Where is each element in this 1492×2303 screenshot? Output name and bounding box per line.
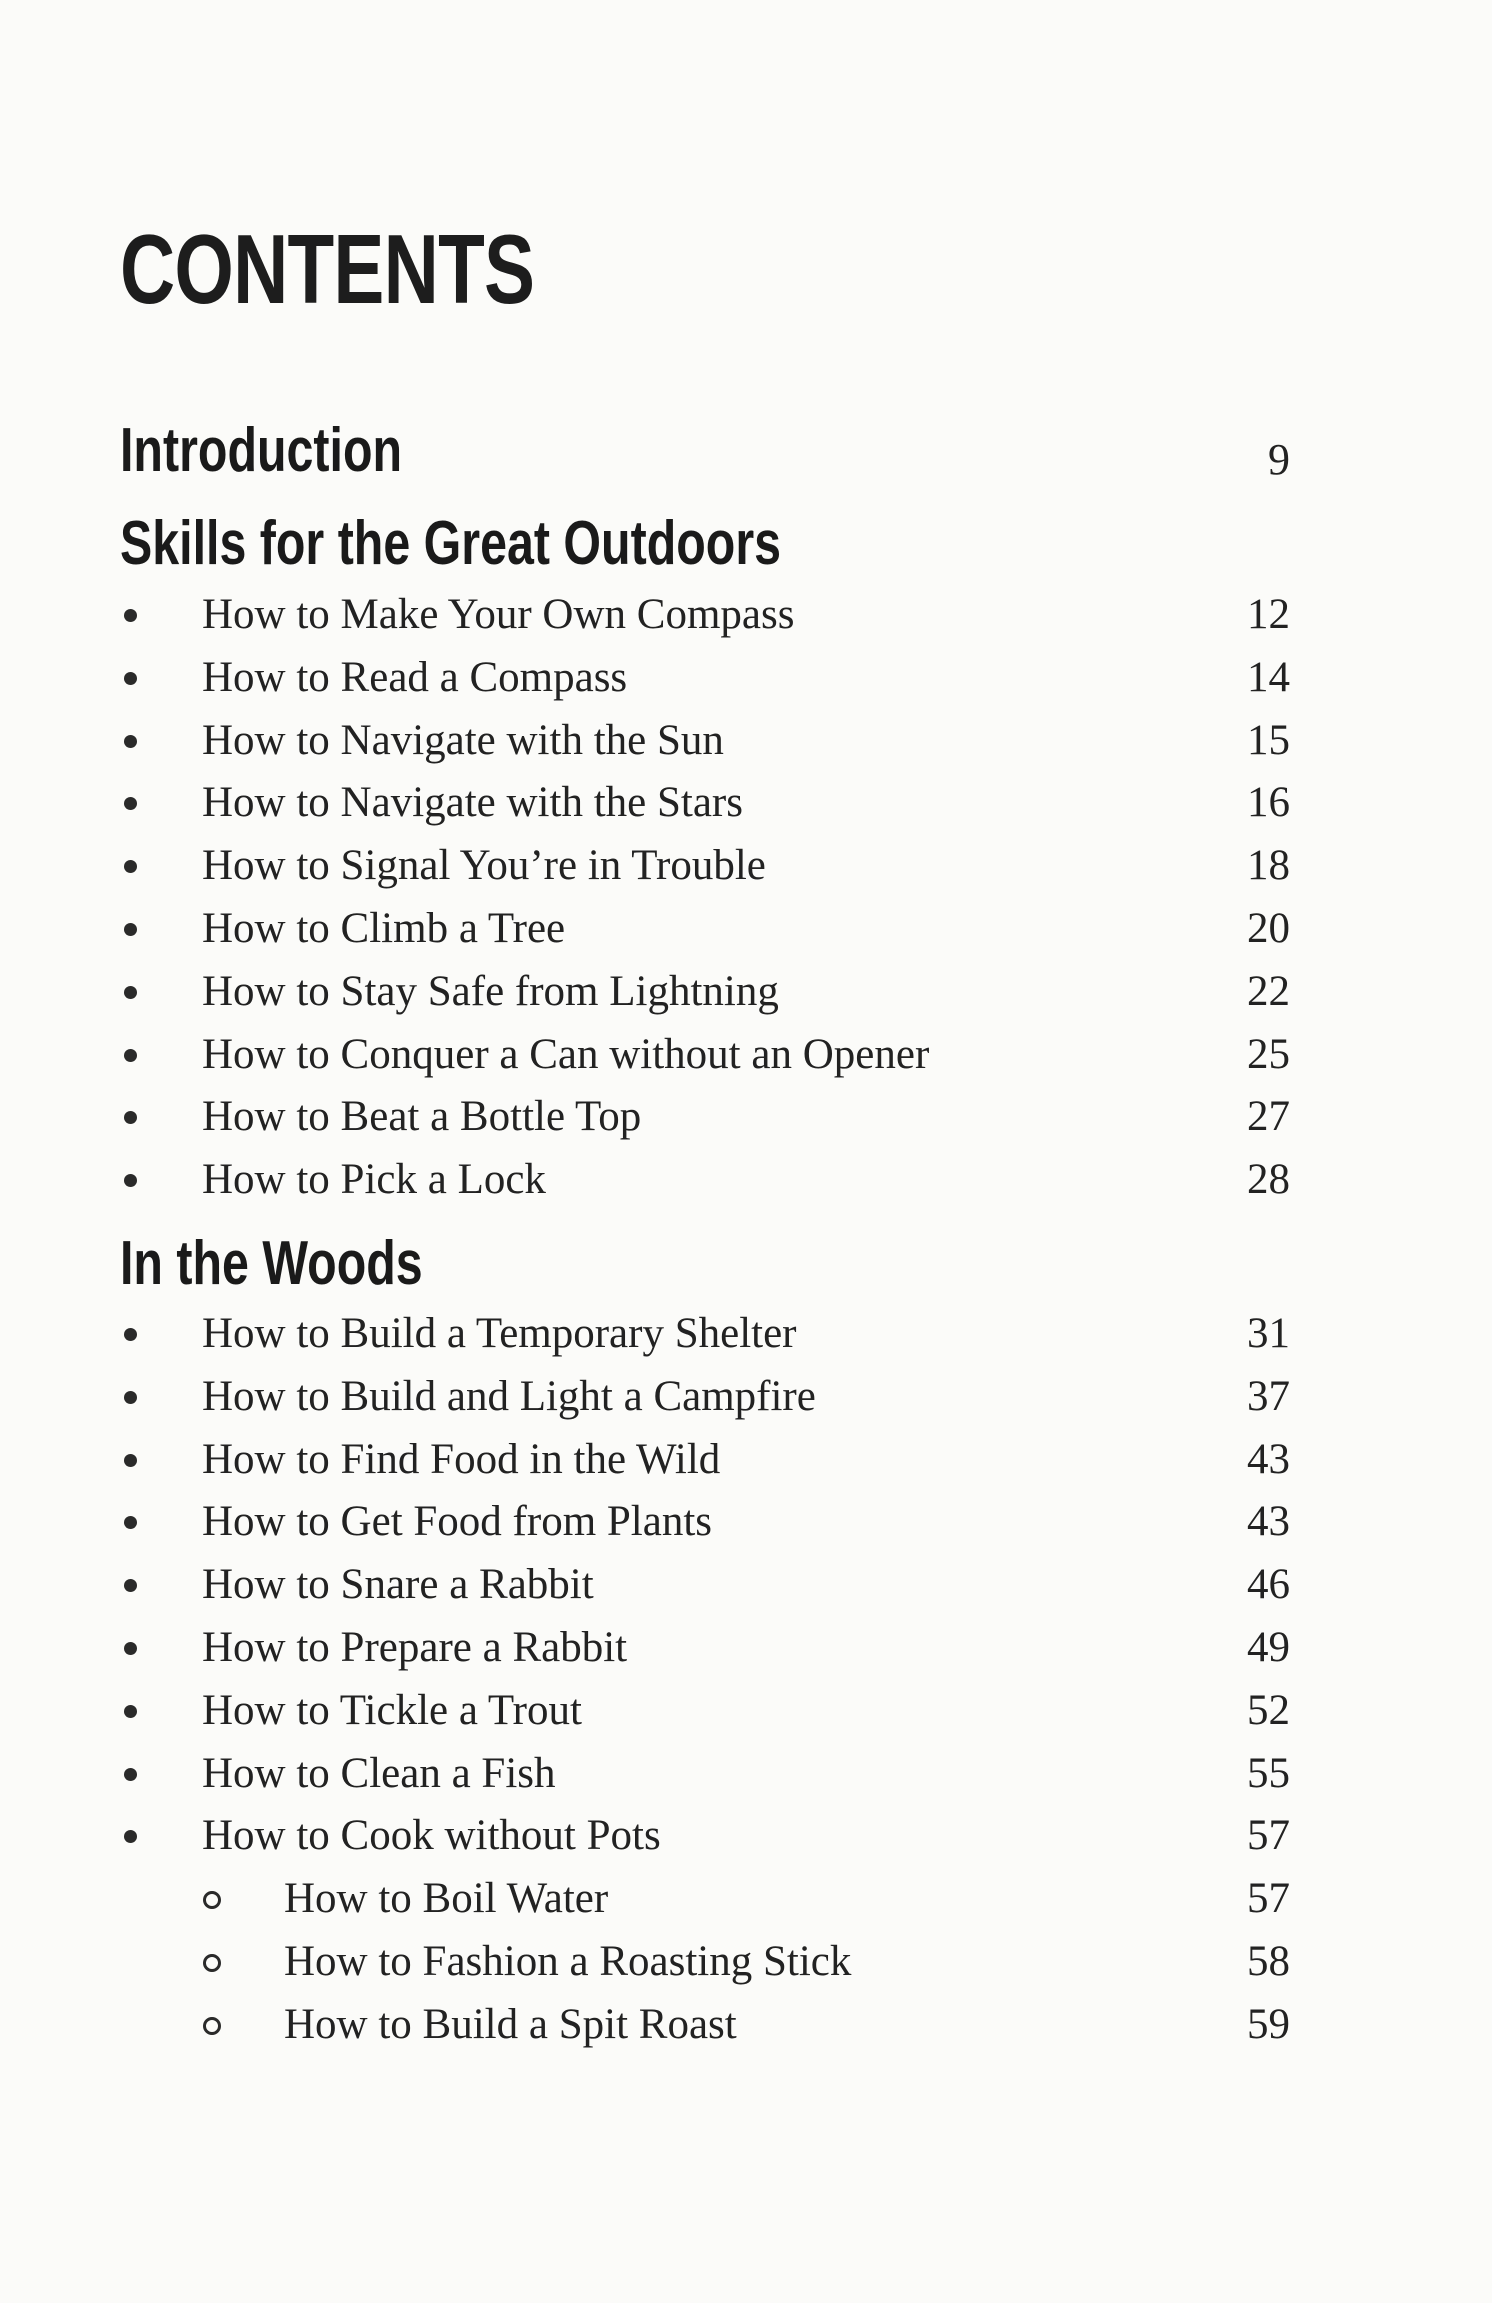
entry-page-number: 20 [1247, 905, 1290, 952]
bullet-icon [124, 1830, 137, 1843]
entry-title: How to Find Food in the Wild [202, 1436, 721, 1483]
entry-title: How to Snare a Rabbit [202, 1561, 594, 1608]
bullet-icon [124, 923, 137, 936]
entry-page-number: 49 [1247, 1624, 1290, 1671]
bullet-icon [124, 1391, 137, 1404]
entry-page-number: 28 [1247, 1156, 1290, 1203]
bullet-icon [124, 1111, 137, 1124]
hollow-bullet-icon [203, 1954, 221, 1972]
toc-subentry [120, 1997, 1290, 2053]
bullet-icon [124, 1705, 137, 1718]
entry-title: How to Navigate with the Sun [202, 717, 724, 764]
entry-page-number: 57 [1247, 1875, 1290, 1922]
hollow-bullet-icon [203, 2017, 221, 2035]
toc-subentry [120, 1934, 1290, 1990]
entry-page-number: 52 [1247, 1687, 1290, 1734]
toc-entry [120, 1089, 1290, 1145]
entry-title: How to Navigate with the Stars [202, 779, 743, 826]
entry-page-number: 27 [1247, 1093, 1290, 1140]
entry-title: How to Signal You’re in Trouble [202, 842, 766, 889]
bullet-icon [124, 1049, 137, 1062]
entry-title: How to Make Your Own Compass [202, 591, 795, 638]
toc-entry [120, 650, 1290, 706]
bullet-icon [124, 1579, 137, 1592]
entry-title: How to Get Food from Plants [202, 1498, 713, 1545]
entry-title: How to Boil Water [284, 1875, 609, 1922]
bullet-icon [124, 797, 137, 810]
bullet-icon [124, 1454, 137, 1467]
section-heading: Introduction [120, 416, 403, 485]
entry-title: How to Build and Light a Campfire [202, 1373, 816, 1420]
entry-title: How to Climb a Tree [202, 905, 566, 952]
toc-entry [120, 1027, 1290, 1083]
entry-page-number: 57 [1247, 1812, 1290, 1859]
entry-page-number: 37 [1247, 1373, 1290, 1420]
entry-page-number: 59 [1247, 2001, 1290, 2048]
section-page-number: 9 [1268, 435, 1290, 484]
toc-entry [120, 1808, 1290, 1864]
entry-title: How to Tickle a Trout [202, 1687, 582, 1734]
bullet-icon [124, 1642, 137, 1655]
toc-entry [120, 587, 1290, 643]
section-heading: In the Woods [120, 1229, 423, 1298]
entry-page-number: 46 [1247, 1561, 1290, 1608]
toc-entry [120, 838, 1290, 894]
entry-page-number: 43 [1247, 1498, 1290, 1545]
bullet-icon [124, 735, 137, 748]
toc-entry [120, 901, 1290, 957]
bullet-icon [124, 1768, 137, 1781]
toc-entry [120, 1683, 1290, 1739]
entry-page-number: 15 [1247, 717, 1290, 764]
entry-title: How to Read a Compass [202, 654, 628, 701]
toc-entry [120, 1494, 1290, 1550]
entry-page-number: 14 [1247, 654, 1290, 701]
toc-entry [120, 1432, 1290, 1488]
entry-page-number: 43 [1247, 1436, 1290, 1483]
entry-title: How to Prepare a Rabbit [202, 1624, 628, 1671]
toc-subentry [120, 1871, 1290, 1927]
entry-title: How to Cook without Pots [202, 1812, 661, 1859]
entry-title: How to Clean a Fish [202, 1750, 556, 1797]
toc-entry [120, 775, 1290, 831]
bullet-icon [124, 609, 137, 622]
toc-entry [120, 713, 1290, 769]
toc-entry [120, 1620, 1290, 1676]
bullet-icon [124, 1328, 137, 1341]
bullet-icon [124, 860, 137, 873]
hollow-bullet-icon [203, 1891, 221, 1909]
entry-title: How to Pick a Lock [202, 1156, 546, 1203]
toc-entry [120, 1557, 1290, 1613]
bullet-icon [124, 1174, 137, 1187]
entry-page-number: 16 [1247, 779, 1290, 826]
entry-title: How to Build a Temporary Shelter [202, 1310, 797, 1357]
entry-page-number: 31 [1247, 1310, 1290, 1357]
bullet-icon [124, 672, 137, 685]
entry-title: How to Stay Safe from Lightning [202, 968, 779, 1015]
page-title: CONTENTS [120, 214, 535, 324]
section-heading: Skills for the Great Outdoors [120, 509, 782, 578]
bullet-icon [124, 986, 137, 999]
entry-title: How to Fashion a Roasting Stick [284, 1938, 852, 1985]
entry-title: How to Build a Spit Roast [284, 2001, 737, 2048]
entry-page-number: 58 [1247, 1938, 1290, 1985]
entry-title: How to Beat a Bottle Top [202, 1093, 642, 1140]
entry-page-number: 55 [1247, 1750, 1290, 1797]
bullet-icon [124, 1516, 137, 1529]
entry-page-number: 25 [1247, 1031, 1290, 1078]
entry-title: How to Conquer a Can without an Opener [202, 1031, 930, 1078]
toc-entry [120, 964, 1290, 1020]
entry-page-number: 12 [1247, 591, 1290, 638]
entry-page-number: 22 [1247, 968, 1290, 1015]
toc-entry [120, 1152, 1290, 1208]
toc-entry [120, 1306, 1290, 1362]
entry-page-number: 18 [1247, 842, 1290, 889]
toc-entry [120, 1369, 1290, 1425]
toc-entry [120, 1746, 1290, 1802]
